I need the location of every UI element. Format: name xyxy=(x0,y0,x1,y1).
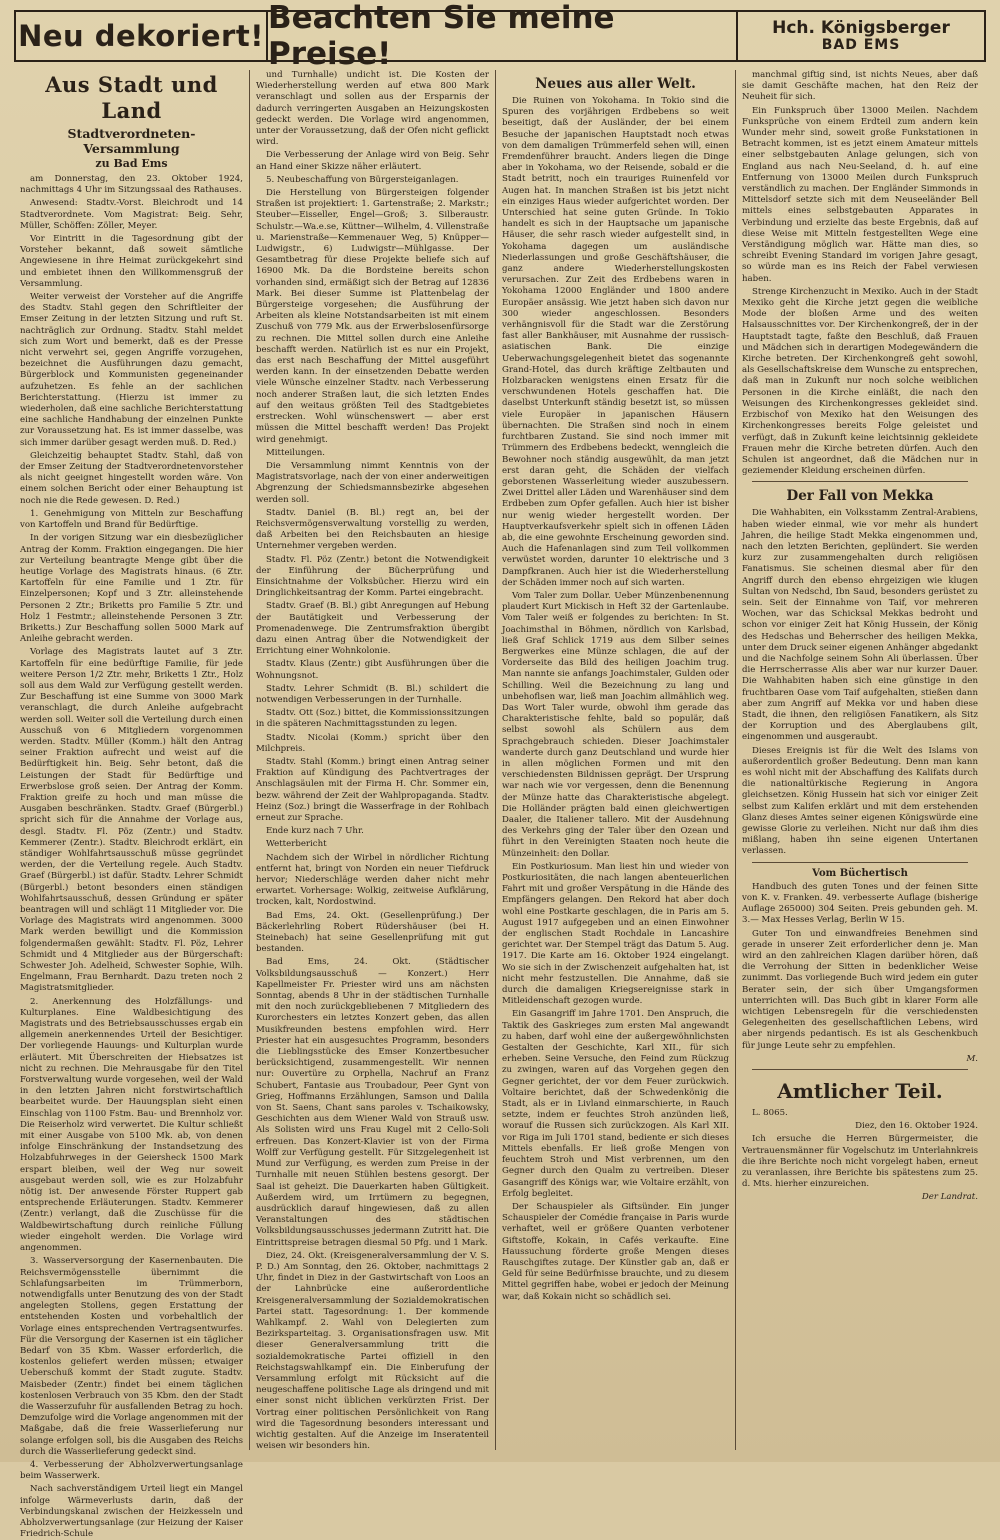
divider xyxy=(752,862,968,863)
article-paragraph: Stadtv. Daniel (B. Bl.) regt an, bei der Reichsvermögensverwaltung vorstellig zu werden, daß Arbeiten bei den Reichsbauten an hiesige Unternehmer vergeben werden. xyxy=(256,507,489,552)
article-paragraph: Vor Eintritt in die Tagesordnung gibt der Vorsteher bekannt, daß soweit sämtliche Angewiesene in ihre Heimat zurückgekehrt sind und embietet ihnen den Willkommensgruß der Versammlung. xyxy=(20,234,243,289)
article-paragraph: Guter Ton und einwandfreies Benehmen sind gerade in unserer Zeit erforderlicher denn je. Man wird an den zahlreichen Klagen darüber hören, daß die Verrohung der Sitten in bedenklicher Weise zunimmt. Das vorliegende Buch wird jedem ein guter Berater sein, der sich über Umgangsformen unterrichten will. Das Buch gibt in klarer Form alle wichtigen Lebensregeln für die verschiedensten Gelegenheiten des gesellschaftlichen Lebens, wird aber nirgends pedantisch. Es ist als Geschenkbuch für junge Leute sehr zu empfehlen. xyxy=(742,928,978,1051)
article-paragraph: Ein Funkspruch über 13000 Meilen. Nachdem Funksprüche von einem Erdteil zum andern kein Wunder mehr sind, soweit große Funkstationen in Betracht kommen, ist es jetzt einem Amateur mittels einer selbstgebauten Anlage gelungen, sich von England aus nach Neu-Seeland, d. h. auf eine Entfernung von 13000 Meilen durch Funkspruch verständlich zu machen. Der Engländer Simmonds in Mittelsdorf setzte sich mit dem Neuseeländer Bell mittels eines selbstgebauten Apparates in Verbindung und erzielte das beste Ergebnis, daß auf diese Weise mit Mitteln festgestellten Wege eine Verständigung möglich war. Hätte man dies, so schreibt Evening Standard im vorigen Jahre gesagt, so würde man es ins Reich der Fabel verwiesen haben. xyxy=(742,105,978,284)
article-paragraph: Gleichzeitig behauptet Stadtv. Stahl, daß von der Emser Zeitung der Stadtverordnetenvorsteher als nicht geeignet hingestellt worden wäre. Von einem solchen Bericht oder einer Behauptung ist noch nie die Rede gewesen. D. Red.) xyxy=(20,450,243,506)
article-paragraph: Weiter verweist der Vorsteher auf die Angriffe des Stadtv. Stahl gegen den Schriftleiter der Emser Zeitung in der letzten Sitzung und ruft St. nachträglich zur Ordnung. Stadtv. Stahl meldet sich zum Wort und bemerkt, daß es der Presse nicht verwehrt sei, gegen Angriffe vorzugehen, bezeichnet die Ausführungen dazu gemacht, Bürgerblock und Kommunisten gegeneinander aufzuhetzen. Es fehle an der sachlichen Berichterstattung. (Hierzu ist immer zu wiederholen, daß eine sachliche Berichterstattung eine sachliche Handhabung der einzelnen Punkte zur Voraussetzung hat. Es ist immer dasselbe, was sich immer darüber gesagt werden muß. D. Red.) xyxy=(20,292,243,448)
section-title-world-news: Neues aus aller Welt. xyxy=(535,76,696,92)
article-paragraph: manchmal giftig sind, ist nichts Neues, aber daß sie damit Geschäfte machen, hat den Reiz der Neuheit für sich. xyxy=(742,70,978,103)
headline-official-section: Amtlicher Teil. xyxy=(777,1079,943,1104)
headline-book-table: Vom Büchertisch xyxy=(812,867,908,879)
column-1 xyxy=(14,70,250,1540)
article-paragraph: Strenge Kirchenzucht in Mexiko. Auch in der Stadt Mexiko geht die Kirche jetzt gegen die weibliche Mode der bloßen Arme und des weiten Halsausschnittes vor. Der Kirchenkongreß, der in der Hauptstadt tagte, faßte den Beschluß, daß Frauen und Mädchen sich in derartigen Modegewändern die Kirche betreten. Der Kirchenkongreß geht sowohl, als Gesellschaftskreise dem Wunsche zu entsprechen, daß man in Zukunft nur noch solche weiblichen Personen in die Kirche einläßt, die nach den Weisungen des Kirchenkongresses gekleidet sind. Erzbischof von Mexiko hat den Weisungen des Kirchenkongresses bereits Folge geleistet und verfügt, daß in Zukunft keine leichtsinnig gekleidete Frauen mehr die Kirche betreten dürfen. Auch den Schulen ist angeordnet, daß die Mädchen nur in geziemender Kleidung erscheinen dürfen. xyxy=(742,286,978,477)
article-paragraph: Stadtv. Ott (Soz.) bittet, die Kommissionssitzungen in die späteren Nachmittagsstunden zu legen. xyxy=(256,708,489,730)
banner-left-text: Neu dekoriert! xyxy=(16,12,268,60)
article-body-world-news xyxy=(502,96,729,1303)
article-columns xyxy=(14,70,986,1540)
official-reference: L. 8065. xyxy=(752,1108,788,1119)
article-title-council: Stadtverordneten-Versammlung xyxy=(67,126,196,156)
article-paragraph: Der Schauspieler als Giftsünder. Ein junger Schauspieler der Comédie française in Paris wurde verhaftet, weil er größere Quanten verbotener Giftstoffe, Kokain, in Cafés verkaufte. Eine Haussuchung förderte große Mengen dieses Rauschgiftes zutage. Der Künstler gab an, daß er Geld für seine Bedürfnisse brauchte, und zu diesem Mittel gegriffen habe, wobei er jedoch der Meinung war, daß Kokain nicht so schädlich sei. xyxy=(502,1201,729,1302)
article-paragraph: Nachdem sich der Wirbel in nördlicher Richtung entfernt hat, bringt von Norden ein neuer Tiefdruck hervor; Niederschläge werden daher nicht mehr erwartet. Vorhersage: Wolkig, zeitweise Aufklärung, trocken, kalt, Nordostwind. xyxy=(256,852,489,908)
article-body-world-news-continued xyxy=(742,70,978,477)
article-paragraph: Vom Taler zum Dollar. Ueber Münzenbenennung plaudert Kurt Mickisch in Heft 32 der Gartenlaube. Vom Taler weiß er folgendes zu berichten: In St. Joachimsthal in Böhmen, nördlich von Karlsbad, ließ Graf Schlick 1719 aus dem Silber seines Bergwerkes eine Münze schlagen, die auf der Vorderseite das Bild des heiligen Joachim trug. Man nannte sie anfangs Joachimstaler, Gulden oder Schilling. Weil die Bezeichnung zu lang und unbehoflsen war, ließ man Joachim allmählich weg. Das Wort Taler wurde, obwohl ihm gerade das Charakteristische fehlte, bald so populär, daß selbst sowohl als Schülern aus dem Sprachgebrauch schieden. Dieser Joachimstaler wanderte durch ganz Deutschland und wurde hier in allen möglichen Formen und mit den verschiedensten Bildnissen geprägt. Der Ursprung war nach wie vor vergessen, denn die Benennung der Münze hatte das Charakteristische abgelegt. Die Holländer prägten bald einen gleichwertigen Daaler, die Italiener tallero. Mit der Ausdehnung des Verkehrs ging der Taler über den Ozean und führt in den Vereinigten Staaten noch heute die Münzeinheit: den Dollar. xyxy=(502,590,729,859)
article-paragraph: Dieses Ereignis ist für die Welt des Islams von außerordentlich großer Bedeutung. Denn man kann es wohl nicht mit der Abschaffung des Kalifats durch die nationaltürkische Regierung in Angora gleichsetzen. König Hussein hat sich vor einiger Zeit selbst zum Kalifen erklärt und mit dem erstehenden Glanz dieses Amtes seiner eigenen Königswürde eine gewisse Glorie zu verleihen. Nicht nur daß ihm dies mißlang, haben ihn seine eigenen Untertanen verlassen. xyxy=(742,745,978,857)
article-paragraph: Ende kurz nach 7 Uhr. xyxy=(266,826,364,837)
article-paragraph: Diez, 24. Okt. (Kreisgeneralversammlung der V. S. P. D.) Am Sonntag, den 26. Oktober, nachmittags 2 Uhr, findet in Diez in der Gastwirtschaft von Loos an der Lahnbrücke eine außerordentliche Kreisgeneralversammlung der Sozialdemokratischen Partei statt. Tagesordnung: 1. Der kommende Wahlkampf. 2. Wahl von Delegierten zum Bezirksparteitag. 3. Organisationsfragen usw. Mit dieser Generalversammlung tritt die sozialdemokratische Partei offiziell in den Reichstagswahlkampf ein. Die Einberufung der Versammlung erfolgt mit Rücksicht auf die neugeschaffene politische Lage als dringend und mit einer sonst nicht üblichen verkürzten Frist. Der Vortrag einer politischen Persönlichkeit von Rang wird die Tagesordnung besonders interessant und wichtig gestalten. Auf die Anzeige im Inseratenteil weisen wir besonders hin. xyxy=(256,1250,489,1452)
article-paragraph: 3. Wasserversorgung der Kasernenbauten. Die Reichsvermögensstelle übernimmt die Schlafungsarbeiten im Trümmerborn, notwendigfalls unter Benutzung des von der Stadt angelegten Stollens, gegen Erstattung der entstehenden Kosten und vorbehaltlich der Vorlage eines entsprechenden Vertragsentwurfes. Für die Versorgung der Kasernen ist ein täglicher Bedarf von 35 Kbm. Wasser erforderlich, die kostenlos geliefert werden müssen; etwaiger Ueberschuß kommt der Stadt zugute. Stadtv. Maisbeder (Zentr.) findet bei einem täglichen kostenlosen Verbrauch von 35 Kbm. den der Stadt die Wasserzufuhr für ausfallenden Betrag zu hoch. Demzufolge wird die Vorlage angenommen mit der Maßgabe, daß die freie Wasserlieferung nur solange erfolgen soll, bis die Ausgaben des Reichs durch die Wasserlieferung gedeckt sind. xyxy=(20,1256,243,1457)
article-paragraph: 2. Anerkennung des Holzfällungs- und Kulturplanes. Eine Waldbesichtigung des Magistrats und des Betriebsausschusses ergab ein allgemein anerkennendes Urteil der Besichtiger. Der vorliegende Hauungs- und Kulturplan wurde erläutert. Mit Überschreiten der Hiebsatzes ist nicht zu rechnen. Die Mehrausgabe für den Titel Forstverwaltung wurde vorgesehen, weil der Wald in den letzten Jahren nicht forstwirtschaftlich bearbeitet wurde. Der Hauungsplan sieht einen Einschlag von 1100 Fstm. Bau- und Brennholz vor. Die Reiserholz wird verwertet. Die Kultur schließt mit einer Ausgabe von 5100 Mk. ab, von denen infolge Einschränkung der Instandsetzung des Holzabfuhrweges in der Geiersheck 1500 Mark erspart bleiben, weil der Weg nur soweit ausgebaut werden soll, wie es zur Holzabfuhr nötig ist. Der anwesende Förster Ruppert gab entsprechende Erläuterungen. Stadtv. Kemmerer (Zentr.) verlangt, daß die Zuschüsse für die Waldbewirtschaftung durch reinliche Füllung wieder eingeholt werden. Die Vorlage wird angenommen. xyxy=(20,996,243,1254)
article-paragraph: Stadtv. Stahl (Komm.) bringt einen Antrag seiner Fraktion auf Kündigung des Pachtvertrages der Anschlagsäulen mit der Firma H. Chr. Sommer ein, bezw. während der Zeit der Wahlpropaganda. Stadtv. Heinz (Soz.) bringt die Wasserfrage in der Rohlbach erneut zur Sprache. xyxy=(256,756,489,823)
article-paragraph: Die Versammlung nimmt Kenntnis von der Magistratsvorlage, nach der von einer anderweitigen Abgrenzung der Schiedsmannsbezirke abgesehen werden soll. xyxy=(256,460,489,505)
article-paragraph: Stadtv. Klaus (Zentr.) gibt Ausführungen über die Wohnungsnot. xyxy=(256,659,489,681)
article-paragraph: Bad Ems, 24. Okt. (Gesellenprüfung.) Der Bäckerlehrling Robert Rüdershäuser (bei H. Steinebach) hat seine Gesellenprüfung mit gut bestanden. xyxy=(256,910,489,955)
article-paragraph: 4. Verbesserung der Abholzverwertungsanlage beim Wasserwerk. xyxy=(20,1459,243,1482)
article-paragraph: 5. Neubeschaffung von Bürgersteiganlagen. xyxy=(266,174,459,185)
article-paragraph: Vorlage des Magistrats lautet auf 3 Ztr. Kartoffeln für eine bedürftige Familie, für jede weitere Person 1/2 Ztr. mehr, Briketts 1 Ztr., Holz soll aus dem Wald zur Verfügung gestellt werden. Zur Beschaffung ist eine Summe von 3000 Mark veranschlagt, die durch Anleihe aufgebracht werden soll. Weiter soll die Verteilung durch einen Ausschuß von 6 Mitgliedern vorgenommen werden. Stadtv. Müller (Komm.) hält den Antrag seiner Fraktion aufrecht und weist auf die Bedürftigkeit hin. Beig. Sehr betont, daß die Leistungen der Stadt für Bedürftige und Erwerbslose groß seien. Der Antrag der Komm. Fraktion greife zu hoch und man müsse die Ausgaben beschränken. Stadtv. Graef (Bürgerbl.) spricht sich für die Annahme der Vorlage aus, desgl. Stadtv. Fl. Pöz (Zentr.) und Stadtv. Kemmerer (Zentr.). Stadtv. Bleichrodt erklärt, ein ständiger Wohlfahrtsausschuß müsse gegründet werden, der die Verteilung regele. Auch Stadtv. Graef (Bürgerbl.) ist dafür. Stadtv. Lehrer Schmidt (Bürgerbl.) betont besonders einen ständigen Wohlfahrtsausschuß, dessen Gründung er später beantragen will und schlägt 11 Mitglieder vor. Die Vorlage des Magistrats wird angenommen. 3000 Mark werden bewilligt und die Kommission folgendermaßen gewählt: Stadtv. Fl. Pöz, Lehrer Schmidt und 4 Mitglieder aus der Bürgerschaft: Schwester Joh. Adelheid, Schwester Sophie, Wilh. Engelmann, Frau Bernhardt. Dazu treten noch 2 Magistratsmitglieder. xyxy=(20,647,243,994)
article-paragraph: am Donnerstag, den 23. Oktober 1924, nachmittags 4 Uhr im Sitzungssaal des Rathauses. xyxy=(20,174,243,196)
article-paragraph: Handbuch des guten Tones und der feinen Sitte von K. v. Franken. 49. verbesserte Auflage (bisherige Auflage 265000) 304 Seiten. Preis gebunden geh. M. 3.— Max Hesses Verlag, Berlin W 15. xyxy=(742,881,978,926)
article-paragraph: Mitteilungen. xyxy=(266,447,325,458)
advertiser-name: Hch. Königsberger xyxy=(772,17,950,38)
article-paragraph: Ein Postkuriosum. Man liest hin und wieder von Postkuriositäten, die nach langen abenteuerlichen Fahrt mit und großer Verspätung in die Hände des Empfängers gelangen. Den Rekord hat aber doch wohl eine Postkarte geschlagen, die in Paris am 5. August 1917 aufgegeben und an einen Einwohner der englischen Stadt Rochdale in Lancashire gerichtet war. Der Stempel trägt das Datum 5. Aug. 1917. Die Karte am 16. Oktober 1924 eingelangt. Wo sie sich in der Zwischenzeit aufgehalten hat, ist nicht mehr festzustellen. Die Annahme, daß sie durch die damaligen Kriegsereignisse stark in Mitleidenschaft gezogen wurde. xyxy=(502,861,729,1007)
article-paragraph: Stadtv. Nicolai (Komm.) spricht über den Milchpreis. xyxy=(256,732,489,754)
divider xyxy=(752,1069,968,1070)
article-paragraph: Stadtv. Fl. Pöz (Zentr.) betont die Notwendigkeit der Einführung der Bücherprüfung und Einsichtnahme der Volksbücher. Hierzu wird ein Dringlichkeitsantrag der Komm. Partei eingebracht. xyxy=(256,554,489,599)
article-body-mecca xyxy=(742,508,978,857)
column-2 xyxy=(250,70,496,1450)
headline-fall-of-mecca: Der Fall von Mekka xyxy=(786,488,934,505)
article-subtitle-council: zu Bad Ems xyxy=(95,157,168,170)
article-paragraph: und Turnhalle) undicht ist. Die Kosten der Wiederherstellung werden auf etwa 800 Mark veranschlagt und sollen aus der Ersparnis der dadurch verringerten Ausgaben an Heizungskosten gedeckt werden. Die Vorlage wird angenommen, unter der Voraussetzung, daß der Ofen nicht geflickt wird. xyxy=(256,70,489,148)
book-review-signature: M. xyxy=(966,1053,978,1064)
article-paragraph: Stadtv. Lehrer Schmidt (B. Bl.) schildert die notwendigen Verbesserungen in der Turnhalle. xyxy=(256,683,489,705)
advertisement-banner xyxy=(14,0,986,72)
official-signature: Der Landrat. xyxy=(921,1192,978,1203)
article-paragraph: Wetterbericht xyxy=(266,839,327,850)
article-paragraph: Die Ruinen von Yokohama. In Tokio sind die Spuren des vorjährigen Erdbebens so weit beseitigt, daß der Ausländer, der bei einem Besuche der japanischen Hauptstadt noch etwas von dem damaligen Trümmerfeld sehen will, einen Fremdenführer braucht. Anders liegen die Dinge aber in Yokohama, wo der Reisende, sobald er die Stadt betritt, noch ein trauriges Ruinenfeld vor Augen hat. In manchen Straßen ist bis jetzt nicht ein einziges Haus wieder aufgerichtet worden. Der Unterschied hat seine guten Gründe. In Tokio handelt es sich in der Hauptsache um japanische Häuser, die sehr rasch wieder aufgestellt sind, in Yokohama dagegen um ausländische Niederlassungen und große Geschäftshäuser, die ganz andere Wiederherstellungskosten verursachen. Zur Zeit des Erdbebens waren in Yokohama 12000 Engländer und 1800 andere Europäer ansässig. Wie jetzt haben sich davon nur 300 wieder angeschlossen. Besonders verhängnisvoll für die Stadt war die Zerstörung fast aller Bankhäuser, mit Ausnahme der russisch-asiatischen Bank. Die einzige Ueberwachungsgelegenheit bietet das sogenannte Grand-Hotel, das durch kräftige Zeltbauten und Holzbaracken wenigstens einen Ersatz für die verschwundenen Hotels geschaffen hat. Die daselbst Unterkunft ständig besetzt ist, so müssen viele Europäer in japanischen Häusern übernachten. Die Straßen sind noch in einem furchtbaren Zustand. Sie sind noch immer mit Trümmern des Erdbebens bedeckt, wenngleich die Bewohner noch ständig ausgewühlt, da man jetzt erst daran geht, die Schäden der vielfach geborstenen Wasserleitung wieder auszubessern. Zwei Drittel aller Läden und Warenhäuser sind dem Erdbeben zum Opfer gefallen. Auch hier ist bisher nur wenig wieder hergestellt worden. Der Hauptverkaufsverkehr spielt sich in offenen Läden ab, die eine gewohnte Erscheinung geworden sind. Auch die Hafenanlagen sind zum Teil vollkommen verwüstet worden, darunter 10 elektrische und 3 Dampfkranen. Auch hier ist die Wiederherstellung der Schäden immer noch auf sich warten. xyxy=(502,96,729,588)
banner-center-text: Beachten Sie meine Preise! xyxy=(268,12,738,60)
article-paragraph: Anwesend: Stadtv.-Vorst. Bleichrodt und 14 Stadtverordnete. Vom Magistrat: Beig. Sehr, Müller, Schöffen: Zöller, Meyer. xyxy=(20,198,243,231)
banner-right-advertiser xyxy=(738,12,984,60)
article-paragraph: Ein Gasangriff im Jahre 1701. Den Anspruch, die Taktik des Gaskrieges zum ersten Mal angewandt zu haben, darf wohl eine der außergewöhnlichsten Gestalten der Geschichte, Karl XII., für sich erheben. Seine Versuche, den Feind zum Rückzug zu zwingen, waren auf das Vorgehen gegen den Gegner gerichtet, der vor dem Feuer zurückwich. Voltaire berichtet, daß der Schwedenkönig die Stadt, als er in Livland einmarschierte, in Rauch setzte, indem er feuchtes Stroh anzünden ließ, worauf die Russen sich zurückzogen. Als Karl XII. vor Riga im Juli 1701 stand, bediente er sich dieses Mittels ebenfalls. Er ließ große Mengen von feuchtem Stroh und Mist verbrennen, um den Gegner durch den Qualm zu vertreiben. Dieser Gasangriff des Königs war, wie Voltaire erzählt, von Erfolg begleitet. xyxy=(502,1009,729,1199)
article-body-continued xyxy=(256,70,489,1452)
article-body-books xyxy=(742,882,978,1052)
article-paragraph: Nach sachverständigem Urteil liegt ein Mangel infolge Wärmeverlusts darin, daß der Verbindungskanal zwischen der Heizkesseln und Abholzverwertungsanlage (zur Heizung der Kaiser Friedrich-Schule xyxy=(20,1484,243,1540)
article-paragraph: Die Verbesserung der Anlage wird von Beig. Sehr an Hand einer Skizze näher erläutert. xyxy=(256,150,489,172)
article-paragraph: Die Wahhabiten, ein Volksstamm Zentral-Arabiens, haben wieder einmal, wie vor mehr als hundert Jahren, die heilige Stadt Mekka eingenommen und, nach den letzten Berichten, geplündert. Sie werden kurz zur zusammengehalten durch religiösen Fanatismus. Sie scheinen diesmal aber für den Angriff durch den ebenso ehrgeizigen wie klugen Sultan von Nedschd, Ibn Saud, besonders gerüstet zu sein. Seit der Einnahme von Taif, vor mehreren Wochen, war das Schicksal Mekkas bedroht und schon vor einiger Zeit hat König Hussein, der König des Hedschas und Beherrscher des heiligen Mekka, unter dem Druck seiner eigenen Anhänger abgedankt und die Nachfolge seinem Sohn Ali überlassen. Über die Herrscherrasse Alis aber war nur kurzer Dauer. Die Wahhabiten haben sich eine günstige in den fruchtbaren Oase vom Taif aufgehalten, stießen dann aber zum Angriff auf Mekka vor und haben diese Stadt, die ihnen, den religiösen Fanatikern, als Sitz der Korruption und des Aberglaubens gilt, eingenommen und ausgeraubt. xyxy=(742,508,978,743)
column-3 xyxy=(496,70,736,1450)
article-paragraph: Die Herstellung von Bürgersteigen folgender Straßen ist projektiert: 1. Gartenstraße; 2. Markstr.; Steuber—Eisseller, Engel—Groß; 3. Silberaustr. Schulstr.—Wa.e.se, Küttner—Wilhelm, 4. Villenstraße u. Marienstraße—Kemmenauer Weg, 5) Knüpper—Ludwigstr., 6) Ludwigstr—Mühlgasse. Der Gesamtbetrag für diese Projekte beliefe sich auf 16900 Mk. Da die Bordsteine bereits schon vorhanden sind, ermäßigt sich der Betrag auf 12836 Mark. Bei dieser Summe ist Plattenbelag der Bürgersteige vorgesehen; die Ausführung der Arbeiten als kleine Notstandsarbeiten ist mit einem Zuschuß von 779 Mk. aus der Erwerbslosenfürsorge zu rechnen. Die Mittel sollen durch eine Anleihe beschafft werden. Natürlich ist es nur ein Projekt, das erst nach Beschaffung der Mittel ausgeführt werden kann. In der einsetzenden Debatte werden viele Wünsche einzelner Stadtv. nach Verbesserung noch anderer Straßen laut, die sich letzten Endes auf den weitaus größten Teil des Stadtgebietes erstrecken. Wohl wünschenswert — aber erst müssen die Mittel beschafft werden! Das Projekt wird genehmigt. xyxy=(256,188,489,445)
divider xyxy=(752,481,968,482)
article-paragraph: Bad Ems, 24. Okt. (Städtischer Volksbildungsausschuß — Konzert.) Herr Kapellmeister Fr. Priester wird uns am nächsten Sonntag, abends 8 Uhr in der städtischen Turnhalle mit den noch zurückgebliebenen 7 Mitgliedern des Kurorchesters ein letztes Konzert geben, das allen Musikfreunden bestens empfohlen wird. Herr Priester hat ein ausgesuchtes Programm, besonders die Lieblingsstücke des Emser Konzertbesucher berücksichtigend, zusammengestellt. Wir nennen nur: Ouvertüre zu Orphella, Nachruf an Franz Schubert, Fantasie aus Troubadour, Peer Gynt von Grieg, Hoffmanns Erzählungen, Samson und Dalila von St. Saens, Chant sans paroles v. Tschaikowsky, Geschichten aus dem Wiener Wald von Strauß usw. Als Solisten wird uns Frau Kugel mit 2 Cello-Soli erfreuen. Das Konzert-Klavier ist von der Firma Wolff zur Verfügung gestellt. Für Sitzgelegenheit ist Mund zur Verfügung, es werden zum Preise in der Turnhalle mit neuen Stühlen bestens gesorgt. Der Saal ist geheizt. Die Dauerkarten haben Gültigkeit. Außerdem wird, um Irrtümern zu begegnen, ausdrücklich darauf hingewiesen, daß zu allen Veranstaltungen des städtischen Volksbildungsausschusses jedermann Zutritt hat. Die Eintrittspreise betragen diesmal 50 Pfg. und 1 Mark. xyxy=(256,957,489,1248)
column-4 xyxy=(736,70,984,1450)
article-paragraph: 1. Genehmigung von Mitteln zur Beschaffung von Kartoffeln und Brand für Bedürftige. xyxy=(20,508,243,531)
article-paragraph: In der vorigen Sitzung war ein diesbezüglicher Antrag der Komm. Fraktion eingegangen. Die hier zur Verteilung beantragte Menge gibt über die heutige Vorlage des Magistrats hinaus. (6 Ztr. Kartoffeln für eine Familie und 1 Ztr. für Einzelpersonen; Kopf und 3 Ztr. alleinstehende Personen 2 Ztr.; Briketts pro Familie 5 Ztr. und Holz 1 Festmtr.; alleinstehende Personen 3 Ztr. Briketts.) Zur Beschaffung sollen 5000 Mark auf Anleihe gebracht werden. xyxy=(20,533,243,645)
official-notice-text: Ich ersuche die Herren Bürgermeister, die Vertrauensmänner für Vogelschutz im Unterlahnkreis die ihre Berichte noch nicht vorgelegt haben, erneut zu veranlassen, ihre Berichte bis spätestens zum 25. d. Mts. hierher einzureichen. xyxy=(742,1134,978,1190)
section-title-local: Aus Stadt und Land xyxy=(45,72,218,123)
official-date: Diez, den 16. Oktober 1924. xyxy=(855,1121,978,1132)
advertiser-town: BAD EMS xyxy=(821,36,901,53)
article-paragraph: Stadtv. Graef (B. Bl.) gibt Anregungen auf Hebung der Bautätigkeit und Verbesserung der Promenadenwege. Die Zentrumsfraktion übergibt dazu einen Antrag über die Notwendigkeit der Errichtung einer Wohnkolonie. xyxy=(256,601,489,657)
article-body-council xyxy=(20,174,243,1540)
